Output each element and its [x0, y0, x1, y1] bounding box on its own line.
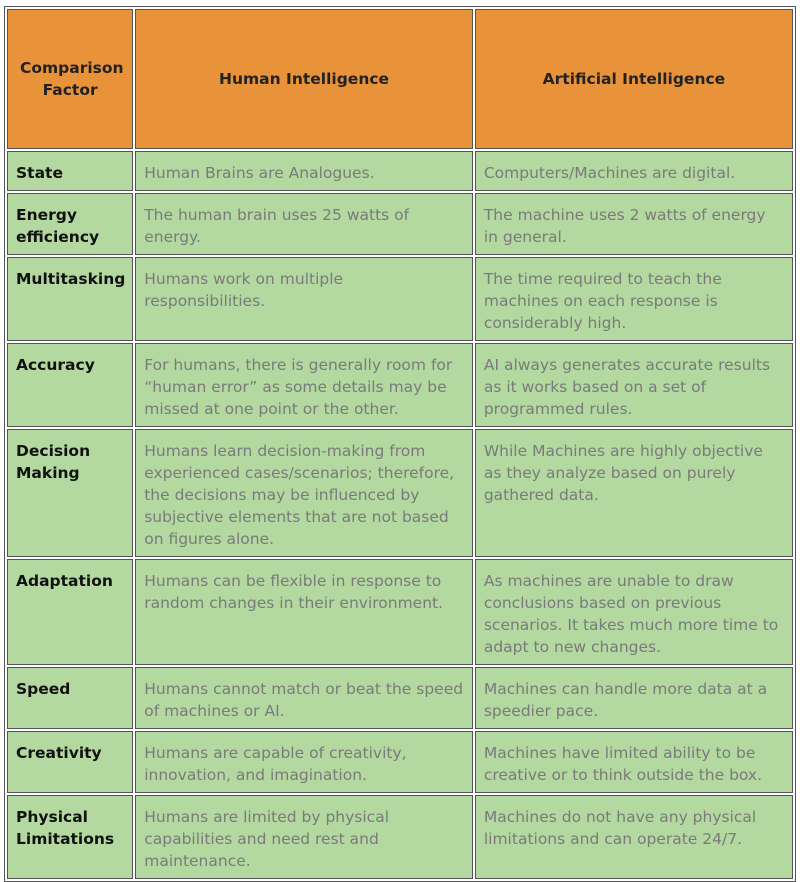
table-row [7, 257, 793, 341]
ai-cell: Machines do not have any physical limitations and can operate 24/7. [475, 795, 793, 879]
factor-cell: Adaptation [7, 559, 133, 665]
table-row [7, 151, 793, 191]
header-human-intelligence: Human Intelligence [135, 9, 473, 149]
header-row [7, 9, 793, 149]
factor-cell: Energy efficiency [7, 193, 133, 255]
human-cell: For humans, there is generally room for “human error” as some details may be missed at one point or the other. [135, 343, 473, 427]
table-row [7, 731, 793, 793]
comparison-table-container [4, 6, 796, 882]
ai-cell: Computers/Machines are digital. [475, 151, 793, 191]
human-cell: Human Brains are Analogues. [135, 151, 473, 191]
ai-cell: The time required to teach the machines on each response is considerably high. [475, 257, 793, 341]
table-row [7, 667, 793, 729]
comparison-table [4, 6, 796, 882]
factor-cell: Decision Making [7, 429, 133, 557]
table-row [7, 559, 793, 665]
ai-cell: AI always generates accurate results as it works based on a set of programmed rules. [475, 343, 793, 427]
header-comparison-factor: Comparison Factor [7, 9, 133, 149]
factor-cell: Speed [7, 667, 133, 729]
ai-cell: As machines are unable to draw conclusions based on previous scenarios. It takes much more time to adapt to new changes. [475, 559, 793, 665]
human-cell: Humans learn decision-making from experienced cases/scenarios; therefore, the decisions may be influenced by subjective elements that are not based on figures alone. [135, 429, 473, 557]
factor-cell: Multitasking [7, 257, 133, 341]
table-row [7, 429, 793, 557]
header-artificial-intelligence: Artificial Intelligence [475, 9, 793, 149]
factor-cell: Physical Limitations [7, 795, 133, 879]
factor-cell: Creativity [7, 731, 133, 793]
ai-cell: Machines have limited ability to be creative or to think outside the box. [475, 731, 793, 793]
ai-cell: Machines can handle more data at a speedier pace. [475, 667, 793, 729]
factor-cell: State [7, 151, 133, 191]
table-row [7, 193, 793, 255]
factor-cell: Accuracy [7, 343, 133, 427]
ai-cell: The machine uses 2 watts of energy in general. [475, 193, 793, 255]
human-cell: Humans are capable of creativity, innovation, and imagination. [135, 731, 473, 793]
human-cell: Humans work on multiple responsibilities. [135, 257, 473, 341]
human-cell: The human brain uses 25 watts of energy. [135, 193, 473, 255]
ai-cell: While Machines are highly objective as they analyze based on purely gathered data. [475, 429, 793, 557]
human-cell: Humans can be flexible in response to random changes in their environment. [135, 559, 473, 665]
table-row [7, 343, 793, 427]
human-cell: Humans cannot match or beat the speed of machines or AI. [135, 667, 473, 729]
human-cell: Humans are limited by physical capabilities and need rest and maintenance. [135, 795, 473, 879]
table-row [7, 795, 793, 879]
